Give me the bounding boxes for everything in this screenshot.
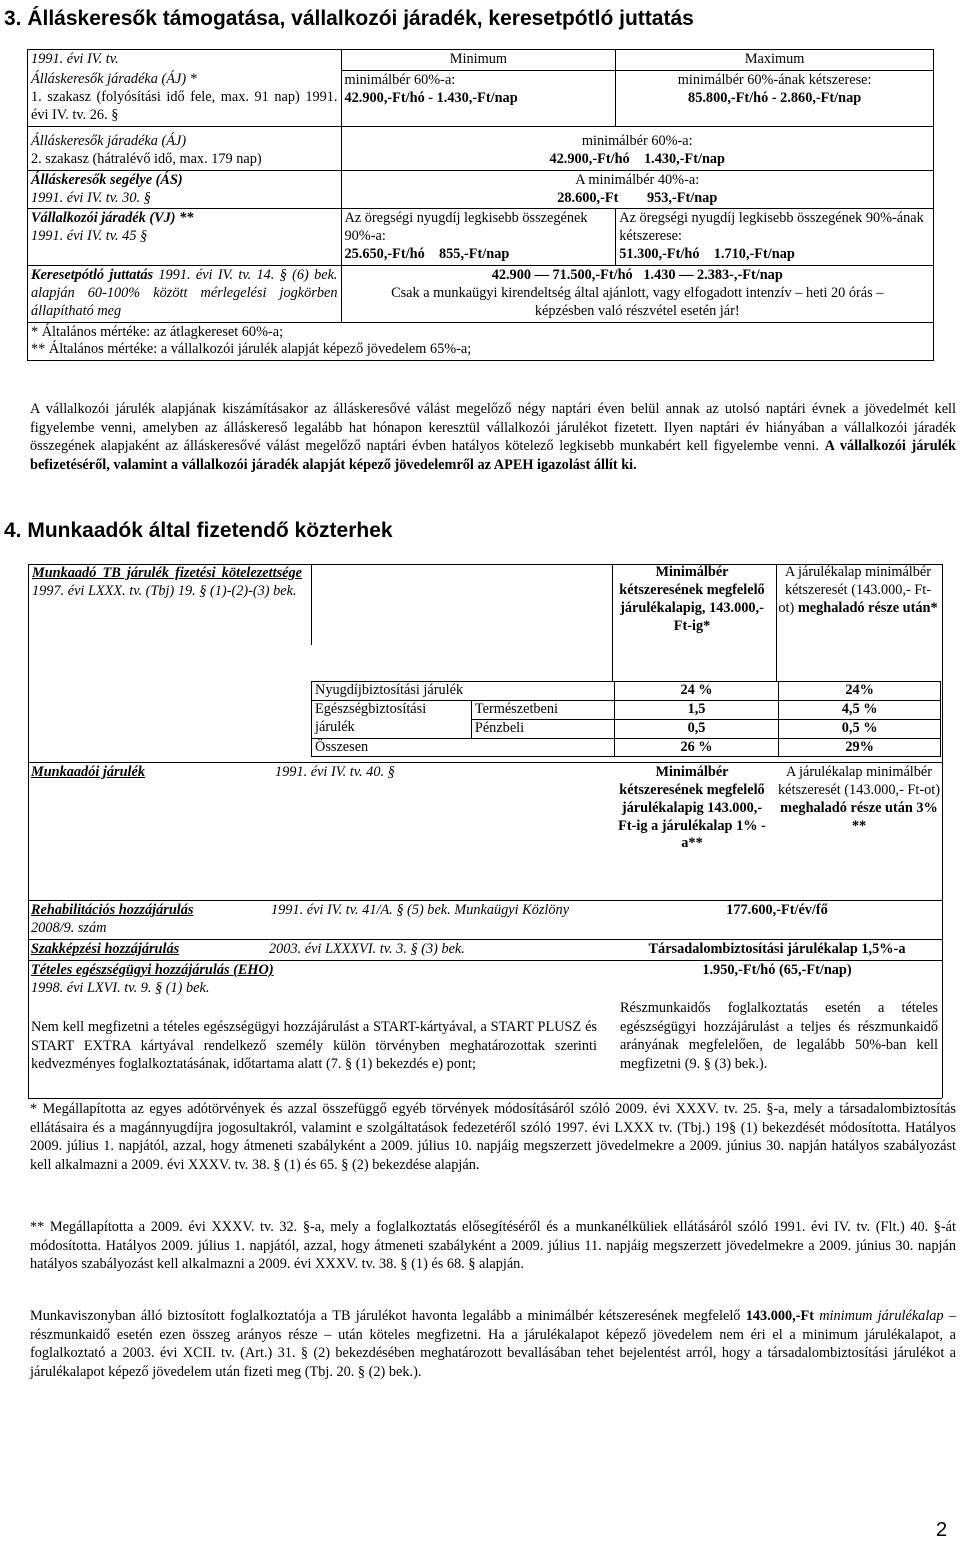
section-3-title: 3. Álláskeresők támogatása, vállalkozói járadék, keresetpótló juttatás — [4, 7, 694, 30]
row4-max-b: 51.300,-Ft/hó 1.710,-Ft/nap — [619, 246, 795, 263]
min-header: Minimum — [341, 50, 616, 71]
voc-value: Társadalombiztosítási járulékalap 1,5%-a — [648, 941, 906, 957]
table-row — [312, 682, 941, 701]
frame-left — [28, 564, 29, 1098]
voc-block — [31, 941, 601, 959]
frame-top — [28, 564, 942, 565]
row4-min-a: Az öregségi nyugdíj legkisebb összegének 90%-a: — [344, 210, 588, 245]
page-number: 2 — [936, 1519, 948, 1541]
footnote-1: * Megállapította az egyes adótörvények és azzal összefüggő egyéb törvények módosításáról szóló 2009. évi XXXV. tv. 25. §-a, mely a társadalombiztosítás ellátásaira és a magánnyugdíjra jogosultakról, valamint e szolgáltatások fedezetéről szóló 1997. évi LXXX tv. (Tbj.) 19§ (1) bekezdését módosította. Hatályos 2009. július 1. napjától, azzal, hogy átmeneti szabályként a 2009. július 10. napjáig megszerzett jövedelmekre a 2009. június 30. napján hatályos szabályozást kell alkalmazni a 2009. évi XXXV. tv. 38. § (1) és 65. § (2) bekezdése alapján. — [30, 1101, 956, 1173]
note-2: ** Általános mértéke: a vállalkozói járulék alapját képező jövedelem 65%-a; — [31, 341, 472, 358]
row5-val-a: 42.900 — 71.500,-Ft/hó 1.430 — 2.383-,-Ft/nap — [491, 266, 783, 283]
frame-col — [612, 564, 613, 681]
frame-right — [942, 564, 943, 1098]
health-kind-a: 1,5 — [614, 700, 779, 719]
contribution-paragraph — [30, 400, 956, 474]
footnote-2: ** Megállapította a 2009. évi XXXV. tv. 32. §-a, mely a foglalkoztatás elősegítéséről és a munkanélküliek ellátásáról szóló 1991. évi IV. tv. (Flt.) 40. §-át módosította. Hatályos 2009. július 1. napjától, azzal, hogy átmeneti szabályként a 2009. július 11. napjáig megszerzett jövedelmekre a 2009. június 30. napján hatályos szabályozást kell alkalmazni a 2009. évi XXXV. tv. 38. § (1) és 68. § alapján. — [30, 1219, 956, 1273]
employer-a: Minimálbér kétszeresének megfelelő járulékalapig 143.000,- Ft-ig a járulékalap 1% - a** — [618, 764, 766, 852]
table-row — [28, 209, 934, 266]
eho-block — [31, 962, 601, 998]
section-4-title: 4. Munkaadók által fizetendő közterhek — [4, 519, 393, 542]
total-a: 26 % — [614, 738, 779, 757]
law-header: 1991. évi IV. tv. — [28, 50, 342, 71]
table-row — [312, 738, 941, 757]
row1-min-a: minimálbér 60%-a: — [344, 71, 456, 88]
tb-col-b-head — [778, 564, 938, 618]
final-para-italic: minimum járulékalap — [819, 1308, 944, 1324]
row2-val-b: 42.900,-Ft/hó 1.430,-Ft/nap — [549, 150, 726, 167]
voc-label: Szakképzési hozzájárulás — [31, 941, 180, 957]
employer-label: Munkaadói járulék — [31, 764, 146, 780]
contribution-paragraph-text: A vállalkozói járulék alapjának kiszámításakor az álláskeresővé válást megelőző négy naptári éven belül annak az utolsó naptári évnek a jövedelmét kell figyelembe venni, amelyben az álláskereső legalább hat hónapon keresztül vállalkozói járulékot fizetett. Ilyen naptári év hiányában a vállalkozói járadék összegének alapjaként az álláskeresővé válást megelőző naptári évben hatályos kötelező legkisebb munkabért kell figyelembe venni. — [30, 401, 956, 455]
row2-label-a: Álláskeresők járadéka (ÁJ) — [31, 132, 187, 149]
row1-label-a: Álláskeresők járadéka (ÁJ) * — [31, 71, 197, 88]
tb-law: 1997. évi LXXX. tv. (Tbj) 19. § (1)-(2)-(3) bek. — [32, 582, 297, 599]
rehab-value: 177.600,-Ft/év/fő — [726, 902, 828, 918]
eho-part-time: Részmunkaidős foglalkoztatás esetén a tételes egészségügyi hozzájárulást a teljes és részmunkaidő arányának megfelelően, de legalább 50%-ban kell megfizetni (9. § (3) bek.). — [620, 1000, 938, 1072]
row1-label-b: 1. szakasz (folyósítási idő fele, max. 91 nap) 1991. évi IV. tv. 26. § — [31, 89, 338, 124]
divider — [28, 939, 942, 940]
final-para-2: – részmunkaidő esetén ezen összeg arányos része – után köteles megfizetni. Ha a járulékalapot képező jövedelem nem éri el a minimum járulékalapot, a foglalkoztató a 2003. évi XCII. tv. (Art.) 31. § (2) bekezdésében meghatározott bevallásában tehet bejelentést arról, hogy a társadalombiztosítási járulékot a járulékalapot képező jövedelem után fizeti meg (Tbj. 20. § (2) bek.). — [30, 1308, 956, 1380]
tb-col-b-head-2: meghaladó része után* — [797, 599, 938, 616]
table-row — [312, 700, 941, 719]
divider — [28, 762, 942, 763]
row4-label-a: Vállalkozói járadék (VJ) ** — [31, 210, 194, 227]
tb-header-box — [28, 564, 312, 645]
health-cash-b: 0,5 % — [779, 719, 941, 738]
row1-min-b: 42.900,-Ft/hó - 1.430,-Ft/nap — [344, 89, 518, 106]
table-header-row — [28, 50, 934, 71]
rehab-law: 1991. évi IV. tv. 41/A. § (5) bek. Munkaügyi Közlöny 2008/9. szám — [31, 902, 570, 936]
row5-val-b-1: Csak a munkaügyi kirendeltség által ajánlott, vagy elfogadott intenzív – heti 20 órás – — [391, 284, 884, 301]
employer-law: 1991. évi IV. tv. 40. § — [275, 764, 395, 780]
divider — [28, 960, 942, 961]
rehab-label: Rehabilitációs hozzájárulás — [31, 902, 194, 918]
row4-label-b: 1991. évi IV. tv. 45 § — [31, 228, 148, 245]
row5-label-a: Keresetpótló juttatás — [31, 266, 154, 283]
row4-max-a: Az öregségi nyugdíj legkisebb összegének 90%-ának kétszerese: — [619, 210, 924, 245]
final-para-bold: 143.000,-Ft — [745, 1308, 814, 1324]
table-row — [28, 265, 934, 322]
frame-bottom — [28, 1098, 942, 1099]
table-notes-row — [28, 322, 934, 361]
pension-b: 24% — [779, 682, 941, 701]
divider — [28, 900, 942, 901]
voc-law: 2003. évi LXXXVI. tv. 3. § (3) bek. — [269, 941, 465, 957]
eho-label: Tételes egészségügyi hozzájárulás (EHO) — [31, 962, 274, 978]
final-para-1: Munkaviszonyban álló biztosított foglalkoztatója a TB járulékot havonta legalább a minimálbér kétszeresének megfelelő — [30, 1308, 741, 1324]
row5-val-b-2: képzésben való részvétel esetén jár! — [534, 302, 740, 319]
final-paragraph — [30, 1307, 956, 1381]
employer-b — [778, 764, 940, 835]
tb-col-a-head: Minimálbér kétszeresének megfelelő járulékalapig, 143.000,- Ft-ig* — [619, 564, 765, 634]
row3-label-b: 1991. évi IV. tv. 30. § — [31, 189, 151, 206]
tb-col-b-head-1: A járulékalap minimálbér kétszeresét (143.000,- Ft-ot) — [778, 564, 932, 616]
note-1: * Általános mértéke: az átlagkereset 60%-a; — [31, 323, 284, 340]
employer-b-1: A járulékalap minimálbér kétszeresét (143.000,- Ft-ot) — [778, 764, 940, 798]
table-row — [28, 170, 934, 209]
table-row — [28, 70, 934, 126]
health-kind-label: Természetbeni — [471, 700, 614, 719]
eho-law: 1998. évi LXVI. tv. 9. § (1) bek. — [31, 979, 210, 996]
row1-max-a: minimálbér 60%-ának kétszerese: — [677, 71, 872, 88]
total-b: 29% — [779, 738, 941, 757]
row4-min-b: 25.650,-Ft/hó 855,-Ft/nap — [344, 246, 510, 263]
total-label: Összesen — [312, 738, 615, 757]
table-row — [28, 126, 934, 170]
unemployment-benefits-table — [27, 49, 934, 361]
row3-val-a: A minimálbér 40%-a: — [575, 171, 700, 188]
eho-exempt: Nem kell megfizetni a tételes egészségügyi hozzájárulást a START-kártyával, a START PLUSZ és START EXTRA kártyával rendelkező személy külön törvényben meghatározottak szerinti kedvezményes foglalkoztatásának, időtartama alatt (7. § (1) bekezdés e) pont; — [31, 1019, 597, 1073]
health-cash-label: Pénzbeli — [471, 719, 614, 738]
pension-a: 24 % — [614, 682, 779, 701]
row3-val-b-2: 953,-Ft/nap — [646, 189, 718, 206]
health-kind-b: 4,5 % — [779, 700, 941, 719]
row1-max-b: 85.800,-Ft/hó - 2.860,-Ft/nap — [688, 89, 862, 106]
employer-b-2: meghaladó része után 3% ** — [780, 799, 938, 834]
frame-col — [776, 564, 777, 681]
row2-label-b: 2. szakasz (hátralévő idő, max. 179 nap) — [31, 150, 262, 167]
max-header: Maximum — [616, 50, 934, 71]
health-cash-a: 0,5 — [614, 719, 779, 738]
health-label: Egészségbiztosítási járulék — [312, 700, 472, 738]
tb-title: Munkaadó TB járulék fizetési kötelezettsége — [32, 565, 302, 581]
tb-rates-table — [311, 681, 941, 757]
row3-val-b-1: 28.600,-Ft — [557, 189, 619, 206]
pension-label: Nyugdíjbiztosítási járulék — [312, 682, 615, 701]
row2-val-a: minimálbér 60%-a: — [581, 132, 693, 149]
row3-label-a: Álláskeresők segélye (ÁS) — [31, 171, 183, 188]
rehab-block — [31, 902, 601, 938]
eho-value: 1.950,-Ft/hó (65,-Ft/nap) — [702, 962, 852, 978]
contribution-paragraph-bold: A vállalkozói járulék befizetéséről, valamint a vállalkozói járadék alapját képező jövedelemről az APEH igazolást állít ki. — [30, 438, 956, 473]
row5-label-b: 1991. évi IV. tv. 14. § (6) bek. alapján 60-100% között mérlegelési jogkörben állapítható meg — [31, 266, 338, 319]
